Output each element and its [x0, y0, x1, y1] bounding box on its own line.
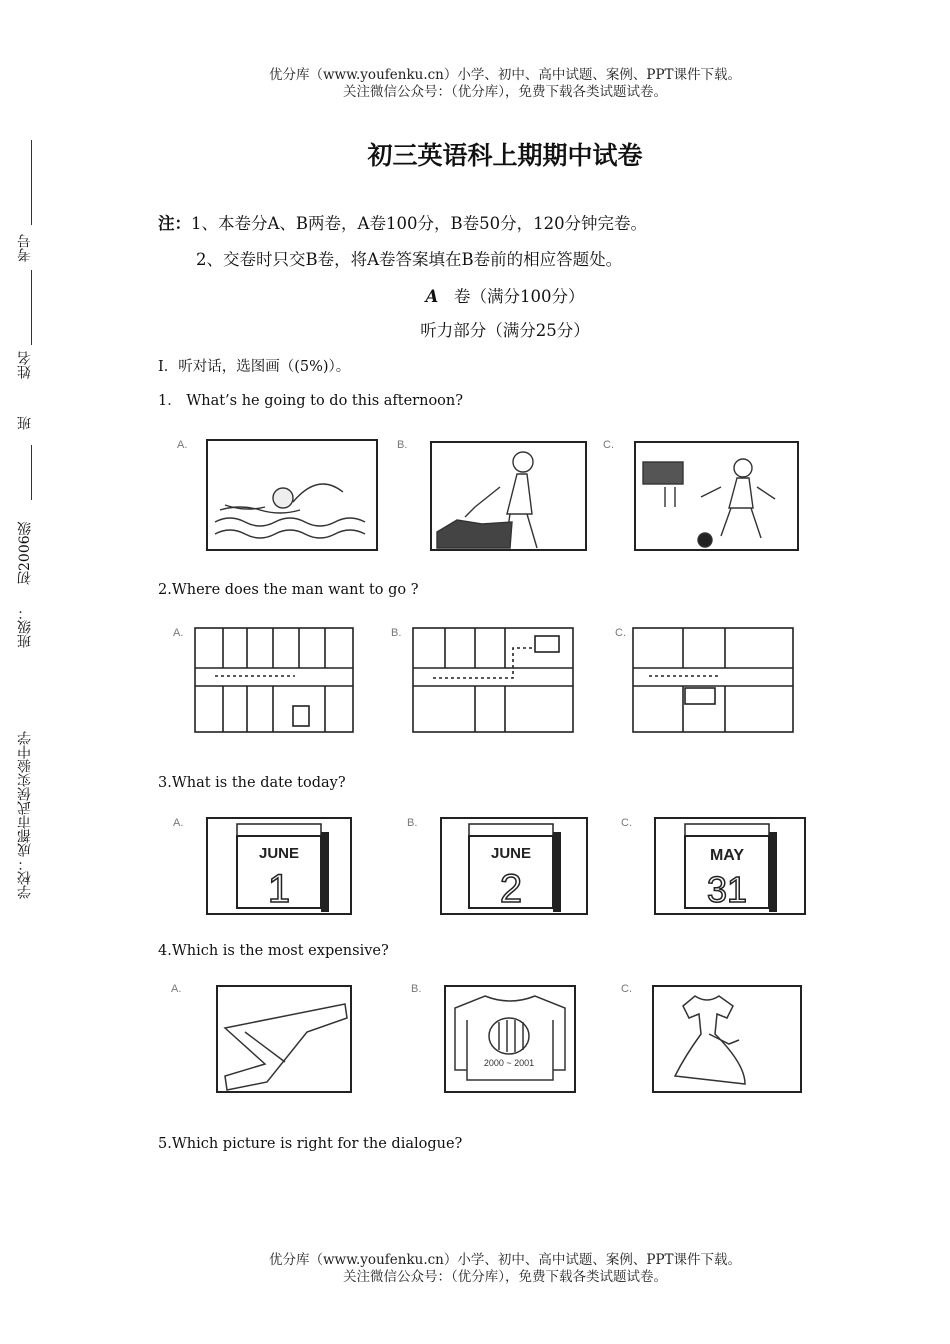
calendar-b-month: JUNE: [490, 845, 532, 862]
grade-value: 初2006级: [17, 521, 33, 585]
map-b: [413, 628, 573, 732]
trousers-icon: [225, 1004, 347, 1090]
grade-label: 班级：: [17, 606, 33, 648]
swimmer-icon: [215, 484, 365, 538]
option-b-label: B.: [391, 627, 402, 639]
footer-line-1: 优分库（www.youfenku.cn）小学、初中、高中试题、案例、PPT课件下载。: [268, 1252, 742, 1268]
exam-number-label: 考号: [17, 234, 33, 262]
q1-pictures: [165, 432, 805, 554]
dress-icon: [675, 996, 745, 1084]
footer-line-2: 关注微信公众号：（优分库），免费下载各类试题试卷。: [343, 1269, 667, 1285]
note-prefix: 注：: [158, 214, 191, 233]
map-a: [195, 628, 353, 732]
listening-heading: 听力部分（满分25分）: [420, 321, 590, 340]
option-c-label: C.: [621, 817, 632, 829]
option-b-label: B.: [407, 817, 418, 829]
header-line-1: 优分库（www.youfenku.cn）小学、初中、高中试题、案例、PPT课件下载。: [268, 67, 742, 83]
option-a-label: A.: [173, 817, 184, 829]
section-a-heading: [0, 283, 950, 307]
question-4: 4.Which is the most expensive?: [158, 943, 389, 959]
q4-pictures: [165, 980, 805, 1096]
option-a-label: A.: [171, 983, 182, 995]
question-5: 5.Which picture is right for the dialogue?: [158, 1136, 463, 1152]
part-1-instruction: I．听对话，选图画（(5%)）。: [158, 359, 351, 375]
note-text-1: 1、本卷分A、B两卷，A卷100分，B卷50分，120分钟完卷。: [191, 214, 648, 233]
binding-margin: [10, 140, 40, 920]
map-c: [633, 628, 793, 732]
option-c-label: C.: [615, 627, 626, 639]
question-2: 2.Where does the man want to go ?: [158, 582, 419, 598]
option-a-label: A.: [173, 627, 184, 639]
header-line-2: 关注微信公众号：（优分库），免费下载各类试题试卷。: [343, 84, 667, 100]
class-label: 班: [17, 416, 33, 430]
calendar-a-day: 1: [267, 867, 291, 911]
option-a-label: A.: [177, 439, 188, 451]
page-header: [0, 67, 950, 101]
option-c-label: C.: [621, 983, 632, 995]
option-b-frame: [445, 986, 575, 1092]
note-line-2: 2、交卷时只交B卷，将A卷答案填在B卷前的相应答题处。: [196, 250, 623, 269]
football-icon: [643, 459, 775, 547]
option-b-label: B.: [411, 983, 422, 995]
calendar-a-month: JUNE: [258, 845, 300, 862]
school-label: 学校：成都市武侯实验中学: [17, 731, 33, 899]
question-1: 1． What’s he going to do this afternoon?: [158, 393, 464, 409]
option-c-label: C.: [603, 439, 614, 451]
name-label: 姓名: [17, 351, 33, 379]
q3-pictures: [165, 812, 810, 918]
note-line-1: [158, 210, 647, 234]
question-3: 3.What is the date today?: [158, 775, 346, 791]
section-a-letter: A: [425, 287, 439, 306]
option-c-frame: [635, 442, 798, 550]
watering-plants-icon: [437, 452, 537, 548]
calendar-c-day: 31: [706, 869, 748, 910]
margin-line: [31, 445, 32, 500]
calendar-b-day: 2: [499, 867, 523, 911]
section-a-text: 卷（满分100分）: [454, 287, 585, 306]
option-b-label: B.: [397, 439, 408, 451]
q2-pictures: [165, 622, 805, 736]
page-title: 初三英语科上期期中试卷: [367, 141, 643, 170]
page-footer: [0, 1252, 950, 1286]
sweater-text: 2000 ~ 2001: [483, 1058, 535, 1068]
calendar-c-month: MAY: [709, 847, 745, 864]
